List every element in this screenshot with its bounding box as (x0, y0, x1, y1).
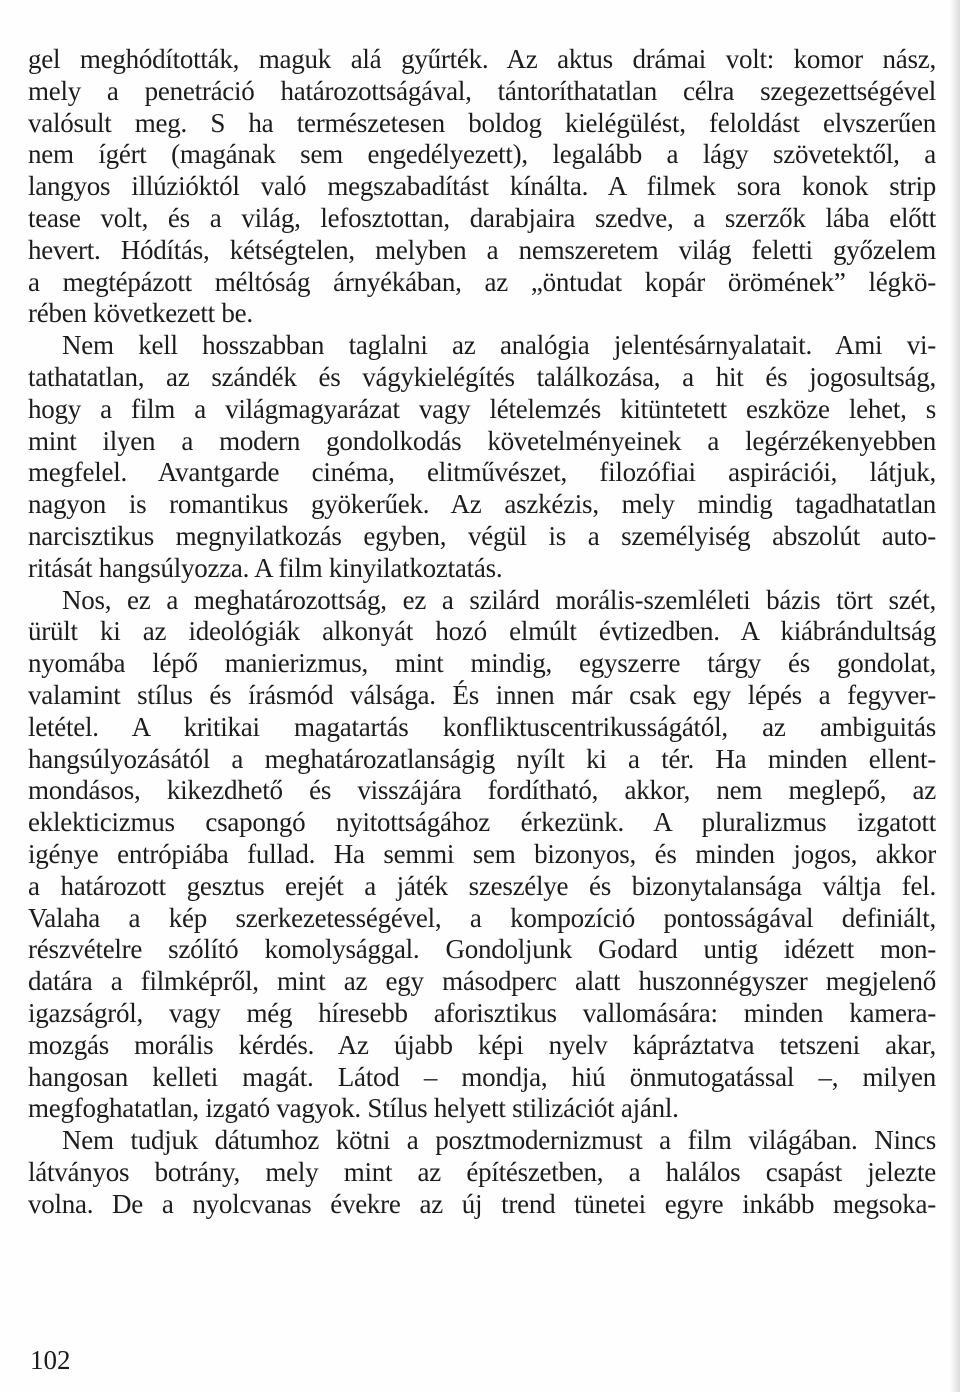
text-line: látványos botrány, mely mint az építészetben, a halálos csapást jelezte (28, 1156, 936, 1187)
body-text (28, 44, 936, 1220)
text-line: ürült ki az ideológiák alkonyát hozó elmúlt évtizedben. A kiábrándultság (28, 616, 936, 647)
text-line: mondásos, kikezdhető és visszájára fordítható, akkor, nem meglepő, az (28, 775, 936, 806)
text-line: Nem kell hosszabban taglalni az analógia jelentésárnyalatait. Ami vi- (62, 330, 936, 361)
text-line: rében következett be. (28, 298, 253, 329)
text-line: datára a filmképről, mint az egy másodperc alatt huszonnégyszer megjelenő (28, 966, 936, 997)
text-line: nyomába lépő manierizmus, mint mindig, egyszerre tárgy és gondolat, (28, 648, 936, 679)
text-line: valósult meg. S ha természetesen boldog kielégülést, feloldást elvszerűen (28, 107, 936, 138)
text-line: a megtépázott méltóság árnyékában, az „öntudat kopár örömének” légkö- (28, 266, 936, 297)
text-line: igazságról, vagy még híresebb aforisztikus vallomására: minden kamera- (28, 997, 936, 1028)
text-line: mint ilyen a modern gondolkodás követelményeinek a legérzékenyebben (28, 425, 936, 456)
text-line: mozgás morális kérdés. Az újabb képi nyelv kápráztatva tetszeni akar, (28, 1029, 936, 1060)
text-line: Nem tudjuk dátumhoz kötni a posztmodernizmust a film világában. Nincs (62, 1125, 936, 1156)
text-line: megfelel. Avantgarde cinéma, elitművészet, filozófiai aspirációi, látjuk, (28, 457, 936, 488)
text-line: részvételre szólító komolysággal. Gondoljunk Godard untig idézett mon- (28, 934, 936, 965)
text-line: hogy a film a világmagyarázat vagy lételemzés kitüntetett eszköze lehet, s (28, 393, 936, 424)
text-line: nagyon is romantikus gyökerűek. Az aszkézis, mely mindig tagadhatatlan (28, 489, 936, 520)
text-line: a határozott gesztus erejét a játék szeszélye és bizonytalansága váltja fel. (28, 870, 936, 901)
page-edge-shadow (950, 0, 960, 1392)
text-line: nem ígért (magának sem engedélyezett), legalább a lágy szövetektől, a (28, 139, 936, 170)
text-line: tease volt, és a világ, lefosztottan, darabjaira szedve, a szerzők lába előtt (28, 202, 936, 233)
text-line: volna. De a nyolcvanas évekre az új trend tünetei egyre inkább megsoka- (28, 1188, 936, 1219)
text-line: narcisztikus megnyilatkozás egyben, végül is a személyiség abszolút auto- (28, 520, 936, 551)
text-line: Valaha a kép szerkezetességével, a kompozíció pontosságával definiált, (28, 902, 936, 933)
text-line: letétel. A kritikai magatartás konfliktuscentrikusságától, az ambiguitás (28, 711, 936, 742)
text-line: megfoghatatlan, izgató vagyok. Stílus helyett stilizációt ajánl. (28, 1093, 679, 1124)
text-line: ritását hangsúlyozza. A film kinyilatkoztatás. (28, 552, 503, 583)
text-line: tathatatlan, az szándék és vágykielégítés találkozása, a hit és jogosultság, (28, 361, 936, 392)
text-line: valamint stílus és írásmód válsága. És innen már csak egy lépés a fegyver- (28, 679, 936, 710)
text-line: Nos, ez a meghatározottság, ez a szilárd morális-szemléleti bázis tört szét, (62, 584, 936, 615)
page-number: 102 (30, 1345, 71, 1375)
text-line: hangsúlyozásától a meghatározatlanságig nyílt ki a tér. Ha minden ellent- (28, 743, 936, 774)
text-line: hangosan kelleti magát. Látod – mondja, hiú önmutogatással –, milyen (28, 1061, 936, 1092)
text-line: mely a penetráció határozottságával, tántoríthatatlan célra szegezettségével (28, 75, 936, 106)
text-line: eklekticizmus csapongó nyitottságához érkezünk. A pluralizmus izgatott (28, 807, 936, 838)
text-line: hevert. Hódítás, kétségtelen, melyben a nemszeretem világ feletti győzelem (28, 234, 936, 265)
text-line: gel meghódították, maguk alá gyűrték. Az aktus drámai volt: komor nász, (28, 44, 936, 74)
text-line: langyos illúzióktól való megszabadítást kínálta. A filmek sora konok strip (28, 171, 936, 202)
text-line: igénye entrópiába fullad. Ha semmi sem bizonyos, és minden jogos, akkor (28, 838, 936, 869)
